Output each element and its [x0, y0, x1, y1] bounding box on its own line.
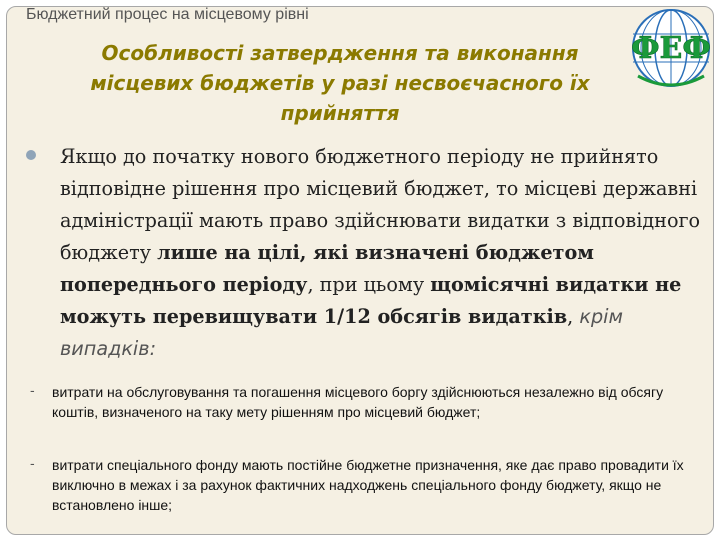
- title-line-1: Особливості затвердження та виконання: [101, 41, 579, 65]
- list-item-2: витрати спеціального фонду мають постійне бюджетне призначення, яке дає право провадити їх виключно в межах і за рахунок фактичних надходжень спеціального фонду бюджету, якщо не встановлено інше;: [52, 457, 684, 513]
- bullet-dot-icon: [26, 150, 36, 160]
- title-line-2: місцевих бюджетів у разі несвоєчасного їх: [90, 71, 590, 95]
- dash-marker-1: -: [30, 382, 35, 398]
- main-bold-1: лише на цілі, які визначені бюджетом попереднього періоду: [60, 241, 594, 296]
- logo-text: ФЕФ: [631, 31, 711, 66]
- dash-marker-2: -: [30, 455, 35, 471]
- main-paragraph: [60, 141, 710, 365]
- slide-title: [40, 38, 640, 128]
- list-item-1: витрати на обслуговування та погашення місцевого боргу здійснюються незалежно від обсягу коштів, визначеного на таку мету рішенням про місцевий бюджет;: [52, 384, 664, 420]
- main-text-2: , при цьому: [307, 273, 431, 296]
- main-text-3: ,: [567, 305, 580, 328]
- main-italic: крім випадків:: [60, 305, 623, 360]
- title-line-3: прийняття: [280, 101, 400, 125]
- main-text-1: Якщо до початку нового бюджетного періоду не прийнято відповідне рішення про місцевий бюджет, то місцеві державні адміністрації мають право здійснювати видатки з відповідного бюджету: [60, 145, 701, 264]
- main-bold-2: щомісячні видатки не можуть перевищувати 1/12 обсягів видатків: [60, 273, 682, 328]
- slide-header: Бюджетний процес на місцевому рівні: [26, 6, 309, 23]
